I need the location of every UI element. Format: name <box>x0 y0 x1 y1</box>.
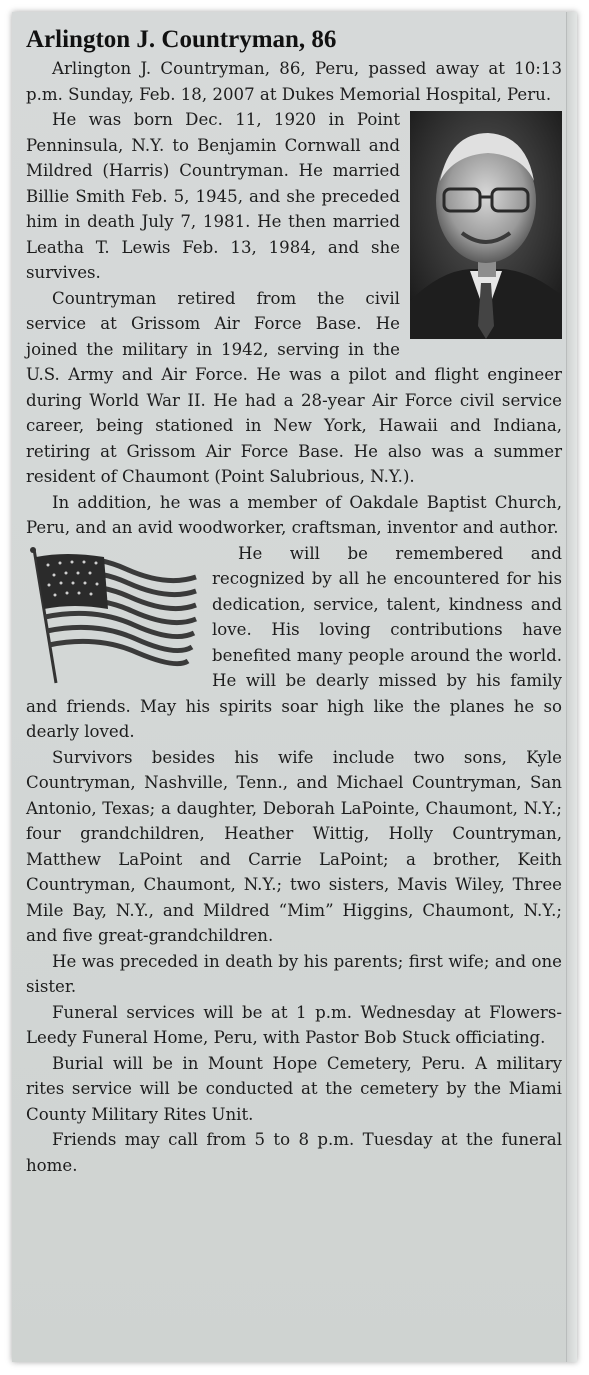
paragraph-preceded: He was preceded in death by his parents; first wife; and one sister. <box>26 951 562 996</box>
american-flag-icon <box>26 547 198 687</box>
paragraph-visitation: Friends may call from 5 to 8 p.m. Tuesday at the funeral home. <box>26 1130 562 1175</box>
paragraph-survivors: Survivors besides his wife include two sons, Kyle Countryman, Nashville, Tenn., and Michael Countryman, San Antonio, Texas; a daughter, Deborah LaPointe, Chaumont, N.Y.; four grandchildren, Heather Wittig, Holly Countryman, Matthew LaPoint and Carrie LaPoint; a brother, Keith Countryman, Chaumont, N.Y.; two sisters, Mavis Wiley, Three Mile Bay, N.Y., and Mildred “Mim” Higgins, Chaumont, N.Y.; and five great-grandchildren. <box>26 747 562 945</box>
paragraph-death-notice: Arlington J. Countryman, 86, Peru, passed away at 10:13 p.m. Sunday, Feb. 18, 2007 at Dukes Memorial Hospital, Peru. <box>26 59 562 104</box>
paragraph-burial: Burial will be in Mount Hope Cemetery, Peru. A military rites service will be conducted at the cemetery by the Miami County Military Rites Unit. <box>26 1053 562 1124</box>
obituary-headline: Arlington J. Countryman, 86 <box>26 26 337 53</box>
obituary-article <box>26 24 562 1178</box>
paragraph-remembrance: He will be remembered and recognized by all he encountered for his dedication, service, talent, kindness and love. His loving contributions have benefited many people around the world. He will be dearly missed by his family and friends. May his spirits soar high like the planes he so dearly loved. <box>26 543 562 741</box>
paragraph-career: Countryman retired from the civil service at Grissom Air Force Base. He joined the military in 1942, serving in the U.S. Army and Air Force. He was a pilot and flight engineer during World War II. He had a 28-year Air Force civil service career, being stationed in New York, Hawaii and Indiana, retiring at Grissom Air Force Base. He also was a summer resident of Chaumont (Point Salubrious, N.Y.). <box>26 288 562 486</box>
american-flag-image <box>26 547 198 687</box>
paragraph-early-life: He was born Dec. 11, 1920 in Point Penninsula, N.Y. to Benjamin Cornwall and Mildred (Harris) Countryman. He married Billie Smith Feb. 5, 1945, and she preceded him in death July 7, 1981. He then married Leatha T. Lewis Feb. 13, 1984, and she survives. <box>26 110 400 282</box>
portrait-photo <box>410 111 562 339</box>
paragraph-church-hobbies: In addition, he was a member of Oakdale Baptist Church, Peru, and an avid woodworker, craftsman, inventor and author. <box>26 492 562 537</box>
portrait-icon <box>410 111 562 339</box>
newspaper-clipping <box>12 12 577 1362</box>
paragraph-funeral: Funeral services will be at 1 p.m. Wednesday at Flowers-Leedy Funeral Home, Peru, with Pastor Bob Stuck officiating. <box>26 1002 562 1047</box>
adjacent-column-edge <box>566 12 577 1362</box>
